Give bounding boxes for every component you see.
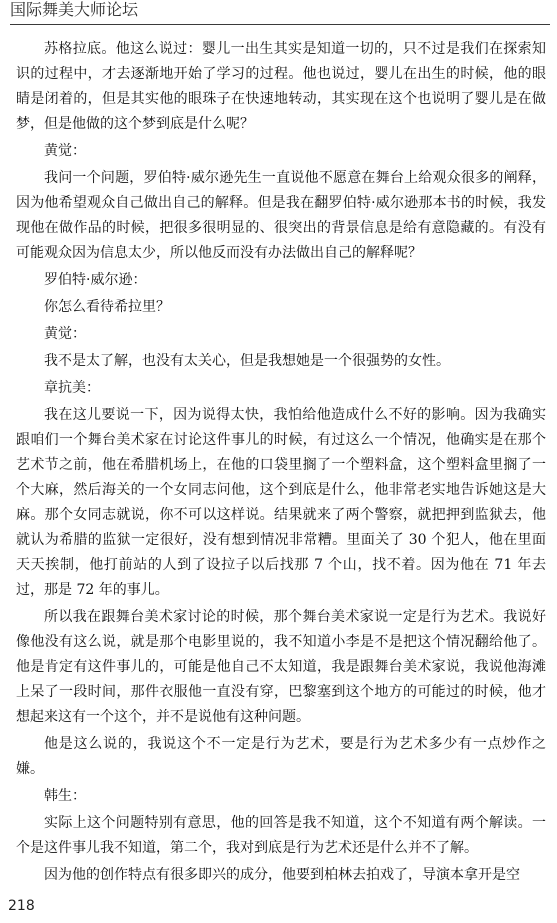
speaker-label: 韩生： [44,788,86,804]
page-number: 218 [8,898,35,914]
paragraph: 我不是太了解，也没有太关心，但是我想她是一个很强势的女性。 [44,353,450,369]
speaker-label: 黄觉： [44,326,86,342]
paragraph: 实际上这个问题特别有意思，他的回答是我不知道，这个不知道有两个解读。一个是这件事儿我不知道，第二个，我对到底是行为艺术还是什么并不了解。 [16,815,546,856]
paragraph: 他是这么说的，我说这个不一定是行为艺术，要是行为艺术多少有一点炒作之嫌。 [16,736,546,777]
paragraph: 你怎么看待希拉里？ [44,299,170,315]
book-title: 国际舞美大师论坛 [10,0,139,19]
paragraph: 因为他的创作特点有很多即兴的成分，他要到柏林去拍戏了，导演本拿开是空 [44,867,520,883]
speaker-label: 黄觉： [44,143,86,159]
page-body [16,37,546,890]
paragraph: 我在这儿要说一下，因为说得太快，我怕给他造成什么不好的影响。因为我确实跟咱们一个舞台美术家在讨论这件事儿的时候，有过这么一个情况，他确实是在那个艺术节之前，他在希腊机场上，在他的口袋里搁了一个塑料盒，这个塑料盒里搁了一个大麻，然后海关的一个女同志问他，这个到底是什么，他非常老实地告诉她这是大麻。那个女同志就说，你不可以这样说。结果就来了两个警察，就把押到监狱去，他就认为希腊的监狱一定很好，没有想到情况非常糟。里面关了 30 个犯人，他在里面天天挨制，他打前站的人到了设拉子以后找那 7 个山，找不着。因为他在 71 年去过，那是 72 年的事儿。 [16,407,546,598]
paragraph: 苏格拉底。他这么说过：婴儿一出生其实是知道一切的，只不过是我们在探索知识的过程中，才去逐渐地开始了学习的过程。他也说过，婴儿在出生的时候，他的眼睛是闭着的，但是其实他的眼珠子在快速地转动，其实现在这个也说明了婴儿是在做梦，但是他做的这个梦到底是什么呢？ [16,41,546,132]
paragraph: 所以我在跟舞台美术家讨论的时候，那个舞台美术家说一定是行为艺术。我说好像他没有这么说，就是那个电影里说的，我不知道小李是不是把这个情况翻给他了。他是肯定有这件事儿的，可能是他自己不太知道，我是跟舞台美术家说，我说他海滩上呆了一段时间，那件衣服他一直没有穿，巴黎塞到这个地方的可能过的时候，他才想起来这有一个这个，并不是说他有这种问题。 [16,609,546,725]
speaker-label: 罗伯特·威尔逊： [44,272,147,288]
running-header [10,0,550,25]
speaker-label: 章抗美： [44,380,100,396]
paragraph: 我问一个问题，罗伯特·威尔逊先生一直说他不愿意在舞台上给观众很多的阐释，因为他希望观众自己做出自己的解释。但是我在翻罗伯特·威尔逊那本书的时候，我发现他在做作品的时候，把很多很明显的、很突出的背景信息是给有意隐藏的。有没有可能观众因为信息太少，所以他反而没有办法做出自己的解释呢？ [16,170,546,261]
